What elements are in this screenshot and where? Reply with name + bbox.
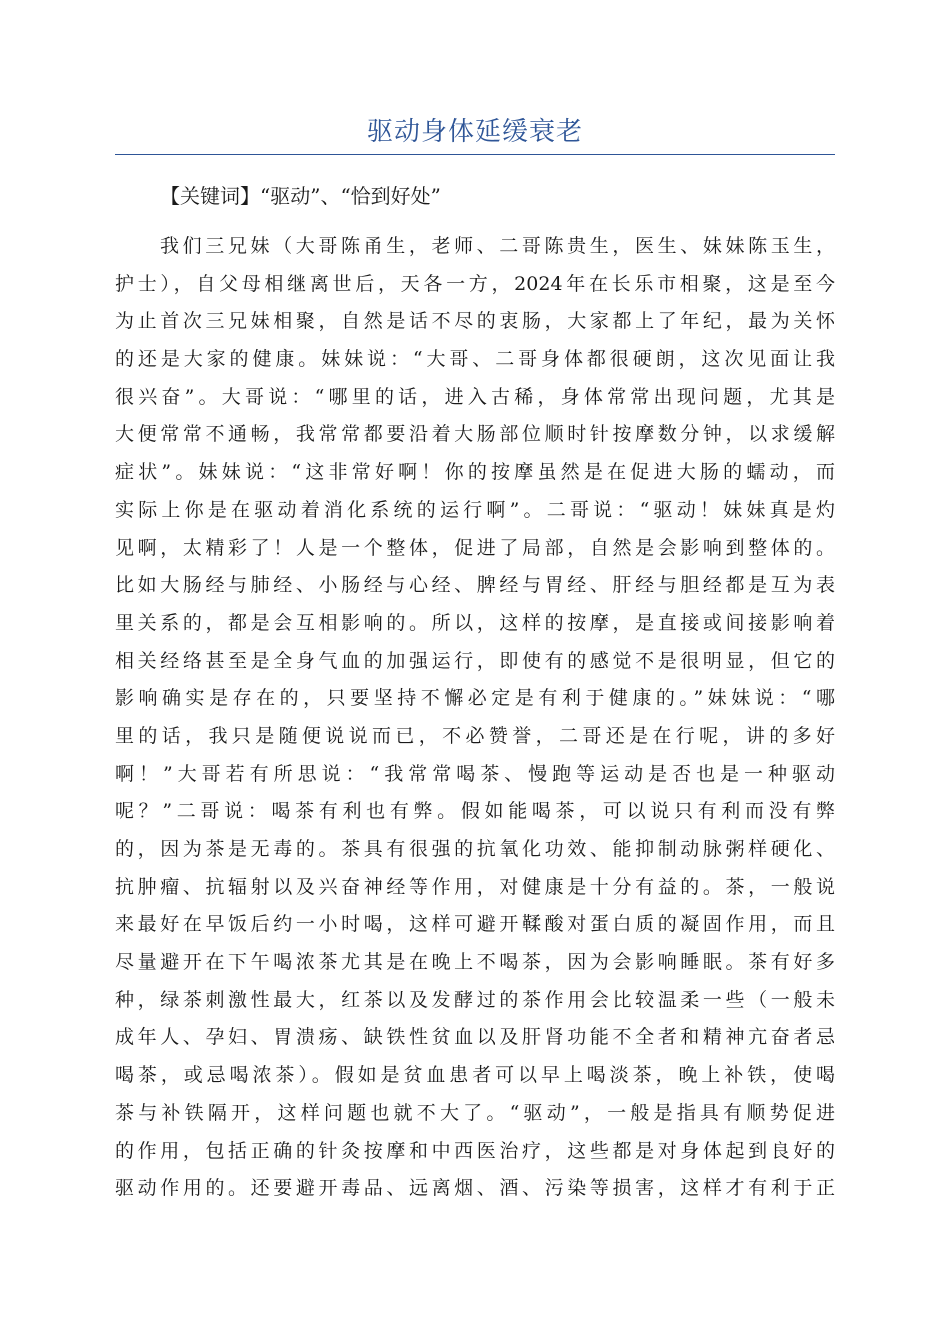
body-line: 里关系的，都是会互相影响的。所以，这样的按摩，是直接或间接影响着: [115, 611, 835, 634]
body-line: 抗肿瘤、抗辐射以及兴奋神经等作用，对健康是十分有益的。茶，一般说: [115, 875, 835, 898]
body-paragraph: [115, 228, 835, 1208]
body-line: 尽量避开在下午喝浓茶尤其是在晚上不喝茶，因为会影响睡眠。茶有好多: [115, 951, 835, 974]
body-line: 相关经络甚至是全身气血的加强运行，即使有的感觉不是很明显，但它的: [115, 649, 835, 672]
body-line: 护士），自父母相继离世后，天各一方，2024年在长乐市相聚，这是至今: [115, 272, 835, 295]
body-line: 的还是大家的健康。妹妹说：“大哥、二哥身体都很硬朗，这次见面让我: [115, 348, 835, 371]
body-line: 成年人、孕妇、胃溃疡、缺铁性贫血以及肝肾功能不全者和精神亢奋者忌: [115, 1026, 835, 1049]
body-line: 啊！”大哥若有所思说：“我常常喝茶、慢跑等运动是否也是一种驱动: [115, 762, 835, 785]
body-line: 影响确实是存在的，只要坚持不懈必定是有利于健康的。”妹妹说：“哪: [115, 687, 835, 710]
body-line: 见啊，太精彩了！人是一个整体，促进了局部，自然是会影响到整体的。: [115, 536, 835, 559]
body-line: 比如大肠经与肺经、小肠经与心经、脾经与胃经、肝经与胆经都是互为表: [115, 574, 835, 597]
body-line: 种，绿茶刺激性最大，红茶以及发酵过的茶作用会比较温柔一些（一般未: [115, 988, 835, 1011]
title-underline: [115, 154, 835, 155]
body-line: 来最好在早饭后约一小时喝，这样可避开鞣酸对蛋白质的凝固作用，而且: [115, 913, 835, 936]
body-line: 里的话，我只是随便说说而已，不必赞誉，二哥还是在行呢，讲的多好: [115, 724, 835, 747]
body-line: 症状”。妹妹说：“这非常好啊！你的按摩虽然是在促进大肠的蠕动，而: [115, 461, 835, 484]
body-line: 我们三兄妹（大哥陈甬生，老师、二哥陈贵生，医生、妹妹陈玉生，: [160, 235, 835, 257]
body-line: 的，因为茶是无毒的。茶具有很强的抗氧化功效、能抑制动脉粥样硬化、: [115, 838, 835, 860]
document-title: 驱动身体延缓衰老: [366, 117, 583, 147]
body-line: 的作用，包括正确的针灸按摩和中西医治疗，这些都是对身体起到良好的: [115, 1139, 835, 1162]
body-line: 喝茶，或忌喝浓茶）。假如是贫血患者可以早上喝淡茶，晚上补铁，使喝: [115, 1064, 835, 1087]
body-line: 茶与补铁隔开，这样问题也就不大了。“驱动”，一般是指具有顺势促进: [115, 1101, 835, 1124]
body-line: 为止首次三兄妹相聚，自然是话不尽的衷肠，大家都上了年纪，最为关怀: [115, 310, 835, 333]
body-line: 实际上你是在驱动着消化系统的运行啊”。二哥说：“驱动！妹妹真是灼: [115, 498, 835, 521]
keywords-line: 【关键词】“驱动”、“恰到好处”: [160, 184, 441, 208]
body-line: 大便常常不通畅，我常常都要沿着大肠部位顺时针按摩数分钟，以求缓解: [115, 423, 835, 446]
body-line: 呢？”二哥说：喝茶有利也有弊。假如能喝茶，可以说只有利而没有弊: [115, 800, 835, 823]
body-line: 驱动作用的。还要避开毒品、远离烟、酒、污染等损害，这样才有利于正: [115, 1177, 835, 1200]
body-line: 很兴奋”。大哥说：“哪里的话，进入古稀，身体常常出现问题，尤其是: [115, 385, 835, 408]
